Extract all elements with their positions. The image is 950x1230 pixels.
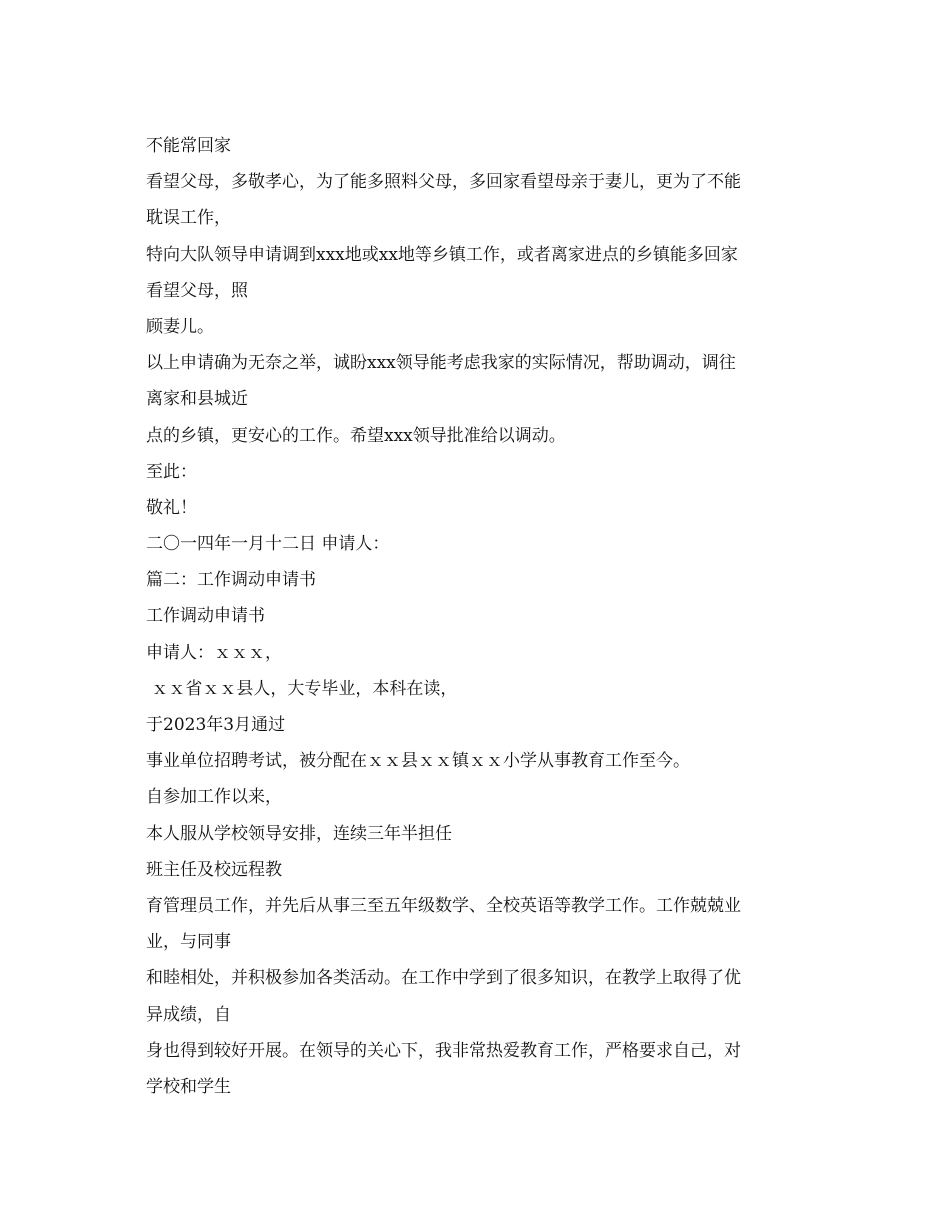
text-line: 点的乡镇，更安心的工作。希望xxx领导批准给以调动。: [146, 425, 566, 446]
text-line: 本人服从学校领导安排，连续三年半担任: [146, 823, 452, 844]
text-line: 敬礼！: [146, 497, 197, 518]
document-title: 工作调动申请书: [146, 606, 265, 627]
text-line: 至此：: [146, 461, 197, 482]
text-line: 看望父母，多敬孝心，为了能多照料父母，多回家看望母亲于妻儿，更为了不能: [146, 172, 741, 193]
text-line: 于2023年3月通过: [146, 715, 286, 735]
text-line: 申请人：ｘｘｘ，: [146, 642, 282, 663]
text-line: 异成绩，自: [146, 1004, 231, 1025]
text-line: 不能常回家: [146, 136, 231, 156]
text-line: 二〇一四年一月十二日 申请人：: [146, 534, 390, 555]
text-line: 耽误工作，: [146, 208, 231, 229]
text-line: 业，与同事: [146, 932, 231, 953]
text-line: 以上申请确为无奈之举，诚盼xxx领导能考虑我家的实际情况，帮助调动，调往: [146, 353, 736, 374]
text-line: 班主任及校远程教: [146, 859, 282, 880]
text-line: 学校和学生: [146, 1076, 231, 1097]
text-line: ｘｘ省ｘｘ县人，大专毕业，本科在读，: [146, 678, 458, 699]
text-line: 事业单位招聘考试，被分配在ｘｘ县ｘｘ镇ｘｘ小学从事教育工作至今。: [146, 751, 690, 772]
text-line: 顾妻儿。: [146, 316, 214, 337]
text-line: 离家和县城近: [146, 389, 248, 410]
text-line: 身也得到较好开展。在领导的关心下，我非常热爱教育工作，严格要求自己，对: [146, 1040, 741, 1061]
document-body: [146, 128, 816, 1105]
text-line: 育管理员工作，并先后从事三至五年级数学、全校英语等教学工作。工作兢兢业: [146, 895, 741, 916]
text-line: 和睦相处，并积极参加各类活动。在工作中学到了很多知识，在教学上取得了优: [146, 968, 741, 989]
text-line: 自参加工作以来，: [146, 787, 282, 808]
text-line: 特向大队领导申请调到xxx地或xx地等乡镇工作，或者离家进点的乡镇能多回家: [146, 244, 738, 265]
text-line: 看望父母，照: [146, 280, 248, 301]
section-heading: 篇二：工作调动申请书: [146, 570, 316, 591]
